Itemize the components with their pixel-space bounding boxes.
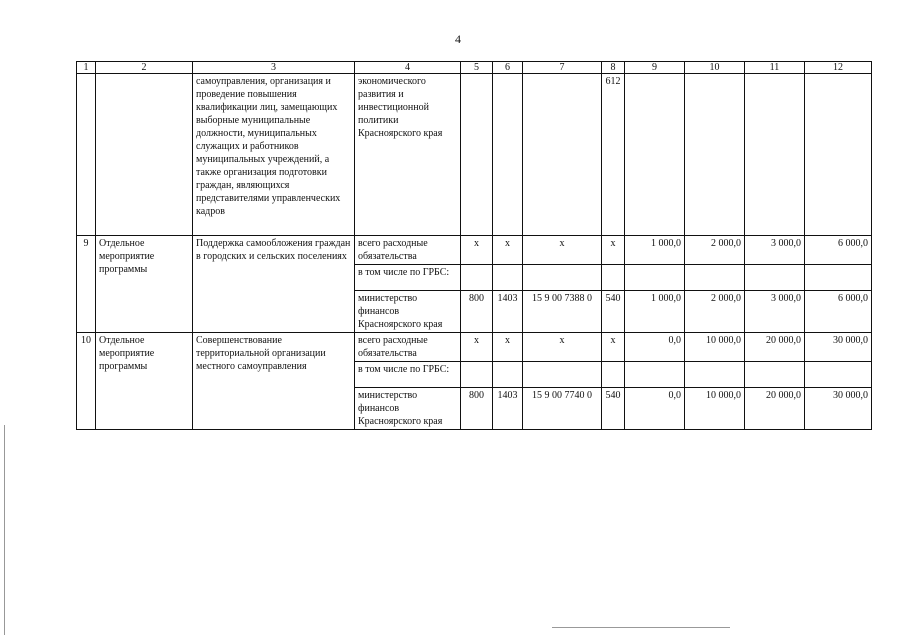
page-number: 4 (455, 32, 461, 46)
grbs-code-cell: 800 (461, 291, 493, 333)
section-code-cell: 1403 (493, 291, 523, 333)
measure-name-cell: Поддержка самообложения граждан в городских и сельских поселениях (193, 236, 355, 333)
continuation-row (77, 74, 872, 236)
period-total-value: 30 000,0 (805, 333, 872, 362)
table-row (77, 236, 872, 265)
footer-rule (552, 627, 730, 628)
column-header: 3 (193, 62, 355, 74)
year2-value: 10 000,0 (685, 388, 745, 430)
including-label-cell: в том числе по ГРБС: (355, 362, 461, 388)
section-code-cell: х (493, 236, 523, 265)
year1-value: 0,0 (625, 388, 685, 430)
year1-value: 1 000,0 (625, 291, 685, 333)
table-row (77, 333, 872, 362)
year2-value: 2 000,0 (685, 236, 745, 265)
column-header: 2 (96, 62, 193, 74)
target-article-cell: х (523, 236, 602, 265)
column-header: 5 (461, 62, 493, 74)
expense-type-cell: х (602, 236, 625, 265)
expense-type-cell: х (602, 333, 625, 362)
column-header: 4 (355, 62, 461, 74)
period-total-value: 30 000,0 (805, 388, 872, 430)
column-header: 8 (602, 62, 625, 74)
year3-value: 20 000,0 (745, 333, 805, 362)
year2-value: 10 000,0 (685, 333, 745, 362)
row-number: 10 (77, 333, 96, 430)
year3-value: 3 000,0 (745, 291, 805, 333)
measure-name-cell: Совершенствование территориальной организации местного самоуправления (193, 333, 355, 430)
program-budget-table (76, 61, 872, 430)
year2-value: 2 000,0 (685, 291, 745, 333)
column-header: 11 (745, 62, 805, 74)
expense-type-cell: 540 (602, 388, 625, 430)
measure-name-cell: самоуправления, организация и проведение повышения квалификации лиц, замещающих выборные муниципальные должности, муниципальных служащих и работников муниципальных учреждений, а также организация подготовки граждан, являющихся представителями управленческих кадров (193, 74, 355, 236)
target-article-cell: 15 9 00 7388 0 (523, 291, 602, 333)
grbs-code-cell: х (461, 333, 493, 362)
year3-value: 20 000,0 (745, 388, 805, 430)
including-label-cell: в том числе по ГРБС: (355, 265, 461, 291)
grbs-code-cell: х (461, 236, 493, 265)
section-code-cell: 1403 (493, 388, 523, 430)
measure-type-cell: Отдельное мероприятие программы (96, 333, 193, 430)
row-number: 9 (77, 236, 96, 333)
grbs-code-cell: 800 (461, 388, 493, 430)
column-header: 9 (625, 62, 685, 74)
column-header: 10 (685, 62, 745, 74)
measure-type-cell: Отдельное мероприятие программы (96, 236, 193, 333)
total-label-cell: всего расходные обязательства (355, 333, 461, 362)
grbs-name-cell: экономического развития и инвестиционной политики Красноярского края (355, 74, 461, 236)
year1-value: 1 000,0 (625, 236, 685, 265)
column-header: 6 (493, 62, 523, 74)
section-code-cell: х (493, 333, 523, 362)
column-header: 1 (77, 62, 96, 74)
column-header: 7 (523, 62, 602, 74)
expense-type-cell: 540 (602, 291, 625, 333)
grbs-name-cell: министерство финансов Красноярского края (355, 291, 461, 333)
expense-type-cell: 612 (602, 74, 625, 236)
column-header: 12 (805, 62, 872, 74)
column-numbers-row (77, 62, 872, 74)
target-article-cell: 15 9 00 7740 0 (523, 388, 602, 430)
period-total-value: 6 000,0 (805, 291, 872, 333)
total-label-cell: всего расходные обязательства (355, 236, 461, 265)
period-total-value: 6 000,0 (805, 236, 872, 265)
year1-value: 0,0 (625, 333, 685, 362)
target-article-cell: х (523, 333, 602, 362)
year3-value: 3 000,0 (745, 236, 805, 265)
scan-margin-line (4, 425, 5, 635)
grbs-name-cell: министерство финансов Красноярского края (355, 388, 461, 430)
